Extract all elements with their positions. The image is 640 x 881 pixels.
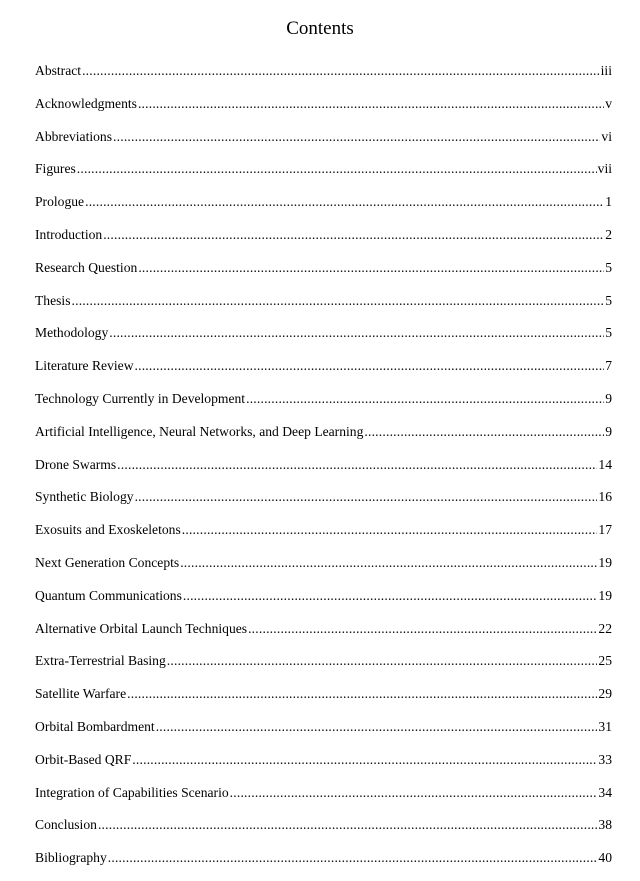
toc-entry — [35, 619, 612, 652]
toc-entry-title: Extra-Terrestrial Basing — [35, 653, 166, 669]
toc-entry-page: 25 — [598, 653, 612, 669]
toc-entry-title: Methodology — [35, 325, 109, 341]
toc-entry-title: Prologue — [35, 194, 85, 210]
dot-leader — [180, 553, 597, 573]
toc-entry-page: 19 — [598, 587, 612, 603]
toc-entry — [35, 127, 612, 160]
toc-entry-page: 9 — [605, 390, 612, 406]
toc-entry-title: Conclusion — [35, 817, 97, 833]
toc-entry-title: Quantum Communications — [35, 587, 182, 603]
toc-entry-title: Orbital Bombardment — [35, 718, 155, 734]
toc-entry — [35, 356, 612, 389]
toc-entry-page: 34 — [598, 784, 612, 800]
dot-leader — [156, 717, 598, 737]
toc-entry — [35, 258, 612, 291]
toc-entry — [35, 783, 612, 816]
toc-entry-title: Drone Swarms — [35, 456, 117, 472]
toc-entry-title: Satellite Warfare — [35, 686, 127, 702]
toc-entry-page: 5 — [605, 259, 612, 275]
toc-entry — [35, 717, 612, 750]
toc-entry — [35, 487, 612, 520]
toc-entry — [35, 422, 612, 455]
dot-leader — [182, 520, 598, 540]
toc-entry — [35, 520, 612, 553]
toc-entry-page: 38 — [598, 817, 612, 833]
toc-entry — [35, 586, 612, 619]
toc-entry-title: Bibliography — [35, 850, 107, 866]
toc-entry-page: 33 — [598, 751, 612, 767]
toc-entry-page: 19 — [598, 554, 612, 570]
toc-entry — [35, 61, 612, 94]
dot-leader — [135, 356, 605, 376]
dot-leader — [138, 258, 604, 278]
toc-entry — [35, 750, 612, 783]
toc-entry — [35, 94, 612, 127]
toc-entry-title: Synthetic Biology — [35, 489, 134, 505]
toc-entry — [35, 192, 612, 225]
dot-leader — [132, 750, 597, 770]
toc-entry-page: 5 — [605, 325, 612, 341]
toc-entry — [35, 323, 612, 356]
dot-leader — [248, 619, 597, 639]
dot-leader — [108, 848, 598, 868]
dot-leader — [246, 389, 604, 409]
dot-leader — [183, 586, 598, 606]
toc-entry-title: Artificial Intelligence, Neural Networks, and Deep Learning — [35, 423, 364, 439]
toc-entry — [35, 291, 612, 324]
toc-entry — [35, 848, 612, 881]
page-title: Contents — [286, 18, 354, 39]
dot-leader — [85, 192, 604, 212]
toc-entry — [35, 159, 612, 192]
toc-entry-page: 22 — [598, 620, 612, 636]
dot-leader — [109, 323, 604, 343]
toc-entry-page: 7 — [605, 358, 612, 374]
dot-leader — [135, 487, 598, 507]
toc-entry-page: 5 — [605, 292, 612, 308]
toc-entry-title: Exosuits and Exoskeletons — [35, 522, 181, 538]
dot-leader — [230, 783, 598, 803]
toc-entry — [35, 225, 612, 258]
toc-entry-page: v — [605, 95, 612, 111]
dot-leader — [364, 422, 604, 442]
toc-entry-page: 40 — [598, 850, 612, 866]
toc-entry-title: Research Question — [35, 259, 138, 275]
toc-entry-page: 14 — [598, 456, 612, 472]
toc-entry-title: Alternative Orbital Launch Techniques — [35, 620, 248, 636]
toc-entry-title: Abbreviations — [35, 128, 113, 144]
dot-leader — [77, 159, 597, 179]
toc-entry-page: vi — [601, 128, 612, 144]
toc-entry-title: Integration of Capabilities Scenario — [35, 784, 229, 800]
toc-entry-page: 9 — [605, 423, 612, 439]
table-of-contents — [35, 61, 612, 881]
toc-entry-title: Next Generation Concepts — [35, 554, 180, 570]
toc-entry-title: Acknowledgments — [35, 95, 137, 111]
toc-entry-title: Figures — [35, 161, 76, 177]
toc-entry — [35, 455, 612, 488]
toc-entry — [35, 651, 612, 684]
dot-leader — [117, 455, 597, 475]
dot-leader — [113, 127, 600, 147]
dot-leader — [98, 815, 597, 835]
toc-entry-page: vii — [597, 161, 612, 177]
toc-entry-page: 2 — [605, 226, 612, 242]
toc-entry-title: Thesis — [35, 292, 71, 308]
dot-leader — [72, 291, 605, 311]
toc-entry — [35, 389, 612, 422]
toc-entry-page: 16 — [598, 489, 612, 505]
toc-entry-page: 31 — [598, 718, 612, 734]
dot-leader — [82, 61, 600, 81]
dot-leader — [138, 94, 604, 114]
toc-entry-page: iii — [600, 63, 612, 78]
toc-entry-title: Orbit-Based QRF — [35, 751, 132, 767]
toc-entry-title: Literature Review — [35, 358, 134, 374]
toc-entry-title: Abstract — [35, 63, 82, 78]
toc-entry-title: Technology Currently in Development — [35, 390, 246, 406]
toc-entry-page: 1 — [605, 194, 612, 210]
toc-entry — [35, 815, 612, 848]
toc-entry — [35, 684, 612, 717]
toc-entry-page: 17 — [598, 522, 612, 538]
toc-entry — [35, 553, 612, 586]
dot-leader — [127, 684, 597, 704]
dot-leader — [103, 225, 604, 245]
toc-entry-title: Introduction — [35, 226, 103, 242]
dot-leader — [167, 651, 598, 671]
toc-entry-page: 29 — [598, 686, 612, 702]
